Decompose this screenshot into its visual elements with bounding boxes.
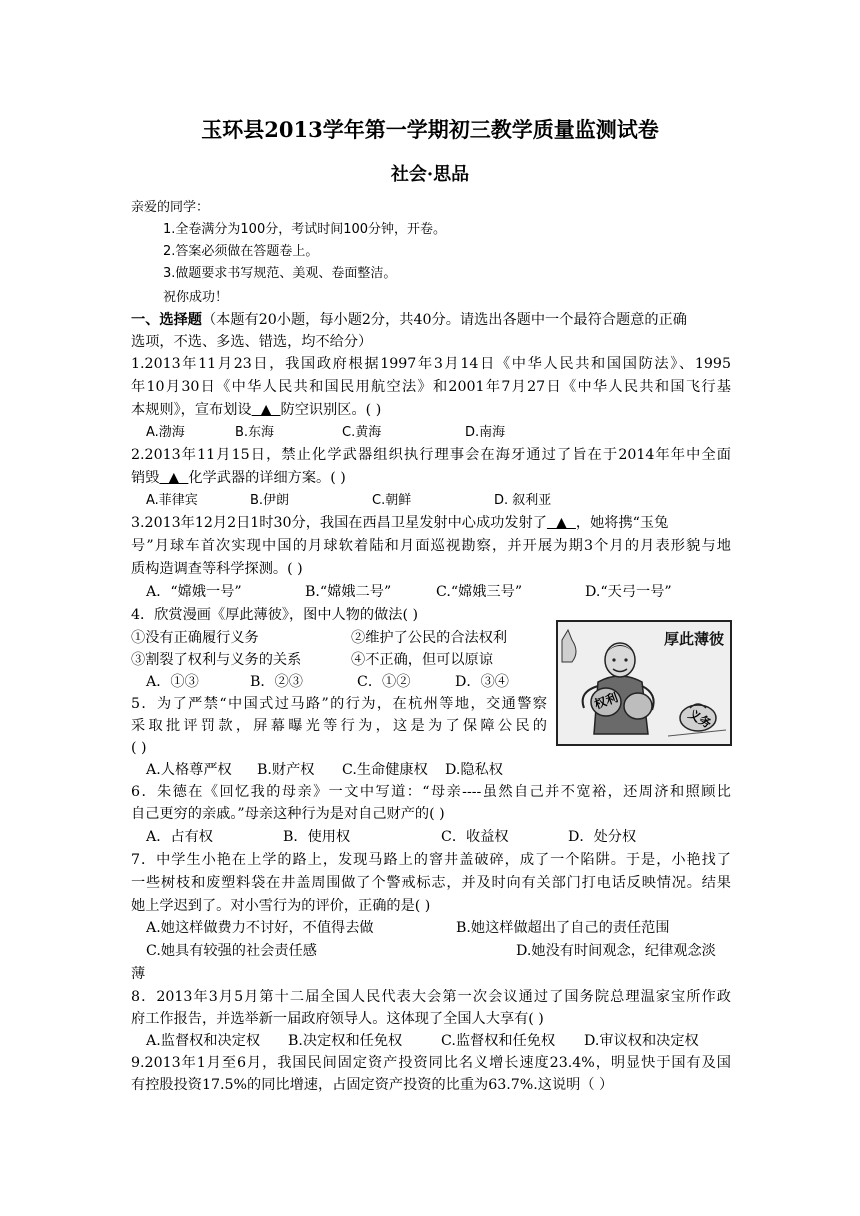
q6-option-c: C．收益权 <box>441 829 509 845</box>
greeting: 亲爱的同学： <box>131 200 210 215</box>
section-description-cont: 选项，不选、多选、错选，均不给分） <box>131 334 373 350</box>
q3-option-a: A．“嫦娥一号” <box>146 584 242 600</box>
q2-text-end: 化学武器的详细方案。( ) <box>188 470 346 486</box>
q1-stem-line2: 年10月30日《中华人民共和国民用航空法》和2001年7月27日《中华人民共和国飞行基 <box>131 379 731 395</box>
q8-option-c: C.监督权和任免权 <box>441 1033 556 1049</box>
q8-option-a: A.监督权和决定权 <box>146 1033 261 1049</box>
instruction-item-1: 1.全卷满分为100分，考试时间100分钟，开卷。 <box>163 222 447 237</box>
q1-text: 本规则》，宣布划设 <box>131 402 252 418</box>
q1-option-c: C.黄海 <box>342 425 382 440</box>
q9-stem-line2: 有控股投资17.5%的同比增速，占固定资产投资的比重为63.7%.这说明（ ） <box>131 1077 614 1093</box>
q5-option-b: B.财产权 <box>257 762 315 778</box>
instruction-item-3: 3.做题要求书写规范、美观、卷面整洁。 <box>163 266 397 281</box>
q8-option-b: B.决定权和任免权 <box>288 1033 403 1049</box>
cartoon-label-rights: 权利 <box>592 690 620 712</box>
q3-stem-line2: 号”月球车首次实现中国的月球软着陆和月面巡视勘察，并开展为期3个月的月表形貌与地 <box>131 538 731 554</box>
q7-option-a: A.她这样做费力不讨好，不值得去做 <box>146 920 374 936</box>
cartoon-caption: 厚此薄彼 <box>663 630 724 648</box>
q7-option-d-wrap: 薄 <box>131 966 146 982</box>
q1-option-a: A.渤海 <box>146 425 185 440</box>
q2-option-c: C.朝鲜 <box>372 493 412 508</box>
instruction-item-2: 2.答案必须做在答题卷上。 <box>163 244 319 259</box>
q3-text-end: ，她将携“玉兔 <box>575 515 669 531</box>
q4-option-d: D．③④ <box>455 674 509 690</box>
q3-text: 3.2013年12月2日1时30分，我国在西昌卫星发射中心成功发射了 <box>131 515 547 531</box>
q2-option-d: D. 叙利亚 <box>494 493 552 508</box>
q3-option-c: C.“嫦娥三号” <box>436 584 523 600</box>
q2-answer-blank: ▲ <box>159 470 189 486</box>
q2-stem-line2 <box>131 468 346 488</box>
q6-option-d: D．处分权 <box>568 829 637 845</box>
q5-option-a: A.人格尊严权 <box>146 762 232 778</box>
q6-stem-line1: 6．朱德在《回忆我的母亲》一文中写道：“母亲----虽然自己并不宽裕，还周济和照顾比 <box>131 784 731 800</box>
q8-stem-line1: 8．2013年3月5月第十二届全国人民代表大会第一次会议通过了国务院总理温家宝所作政 <box>131 989 731 1005</box>
q4-option-b: B．②③ <box>250 674 303 690</box>
q7-option-d: D.她没有时间观念，纪律观念淡 <box>516 943 716 959</box>
q2-text: 销毁 <box>131 470 160 486</box>
subject-title: 社会·思品 <box>390 164 470 185</box>
q9-stem-line1: 9.2013年1月至6月，我国民间固定资产投资同比名义增长速度23.4%，明显快于国有及国 <box>131 1055 731 1071</box>
q7-stem-line1: 7．中学生小艳在上学的路上，发现马路上的窨井盖破碎，成了一个陷阱。于是，小艳找了 <box>131 852 731 868</box>
q7-stem-line3: 她上学迟到了。对小雪行为的评价，正确的是( ) <box>131 898 431 914</box>
q3-answer-blank: ▲ <box>546 515 576 531</box>
q6-stem-line2: 自己更穷的亲戚。”母亲这种行为是对自己财产的( ) <box>131 806 445 822</box>
q7-option-b: B.她这样做超出了自己的责任范围 <box>456 920 670 936</box>
q6-option-a: A．占有权 <box>146 829 213 845</box>
q3-option-d: D.“天弓一号” <box>585 584 672 600</box>
q1-option-b: B.东海 <box>235 425 275 440</box>
cartoon-illustration <box>556 620 732 746</box>
q4-choice-4: ④不正确，但可以原谅 <box>351 652 493 668</box>
q4-option-a: A．①③ <box>146 674 199 690</box>
q5-option-c: C.生命健康权 <box>342 762 428 778</box>
q4-stem: 4．欣赏漫画《厚此薄彼》，图中人物的做法( ) <box>131 607 419 623</box>
q1-text-end: 防空识别区。( ) <box>280 402 382 418</box>
q6-option-b: B．使用权 <box>283 829 351 845</box>
q8-stem-line2: 府工作报告，并选举新一届政府领导人。这体现了全国人大享有( ) <box>131 1011 544 1027</box>
q1-answer-blank: ▲ <box>251 402 281 418</box>
q1-stem-line3 <box>131 400 381 420</box>
q8-option-d: D.审议权和决定权 <box>584 1033 699 1049</box>
q2-option-b: B.伊朗 <box>250 493 290 508</box>
q5-stem-line1: 5．为了严禁“中国式过马路”的行为，在杭州等地，交通警察 <box>131 696 547 712</box>
q5-option-d: D.隐私权 <box>445 762 503 778</box>
q4-choice-2: ②维护了公民的合法权利 <box>351 630 508 646</box>
cartoon-label-duty: 义务 <box>685 706 714 731</box>
good-luck-wish: 祝你成功！ <box>163 290 229 305</box>
q3-option-b: B.“嫦娥二号” <box>305 584 392 600</box>
section-heading <box>131 310 731 330</box>
q4-choice-3: ③割裂了权利与义务的关系 <box>131 652 302 668</box>
section-description: （本题有20小题，每小题2分，共40分。请选出各题中一个最符合题意的正确 <box>201 312 687 328</box>
q4-option-c: C．①② <box>357 674 411 690</box>
q2-stem-line1: 2.2013年11月15日，禁止化学武器组织执行理事会在海牙通过了旨在于2014年年中全面 <box>131 447 731 463</box>
q5-stem-line2: 采取批评罚款，屏幕曝光等行为，这是为了保障公民的 <box>131 718 547 734</box>
section-title: 一、选择题 <box>131 312 202 328</box>
q1-stem-line1: 1.2013年11月23日，我国政府根据1997年3月14日《中华人民共和国国防法》、1995 <box>131 356 731 372</box>
exam-title: 玉环县2013学年第一学期初三教学质量监测试卷 <box>201 117 659 142</box>
q7-option-c: C.她具有较强的社会责任感 <box>146 943 317 959</box>
q4-choice-1: ①没有正确履行义务 <box>131 630 259 646</box>
q5-stem-line3: ( ) <box>131 740 147 756</box>
q1-option-d: D.南海 <box>465 425 506 440</box>
q2-option-a: A.菲律宾 <box>146 493 198 508</box>
q3-stem-line3: 质构造调查等科学探测。( ) <box>131 561 303 577</box>
q3-stem-line1 <box>131 513 668 533</box>
q7-stem-line2: 一些树枝和废塑料袋在井盖周围做了个警戒标志，并及时向有关部门打电话反映情况。结果 <box>131 875 731 891</box>
